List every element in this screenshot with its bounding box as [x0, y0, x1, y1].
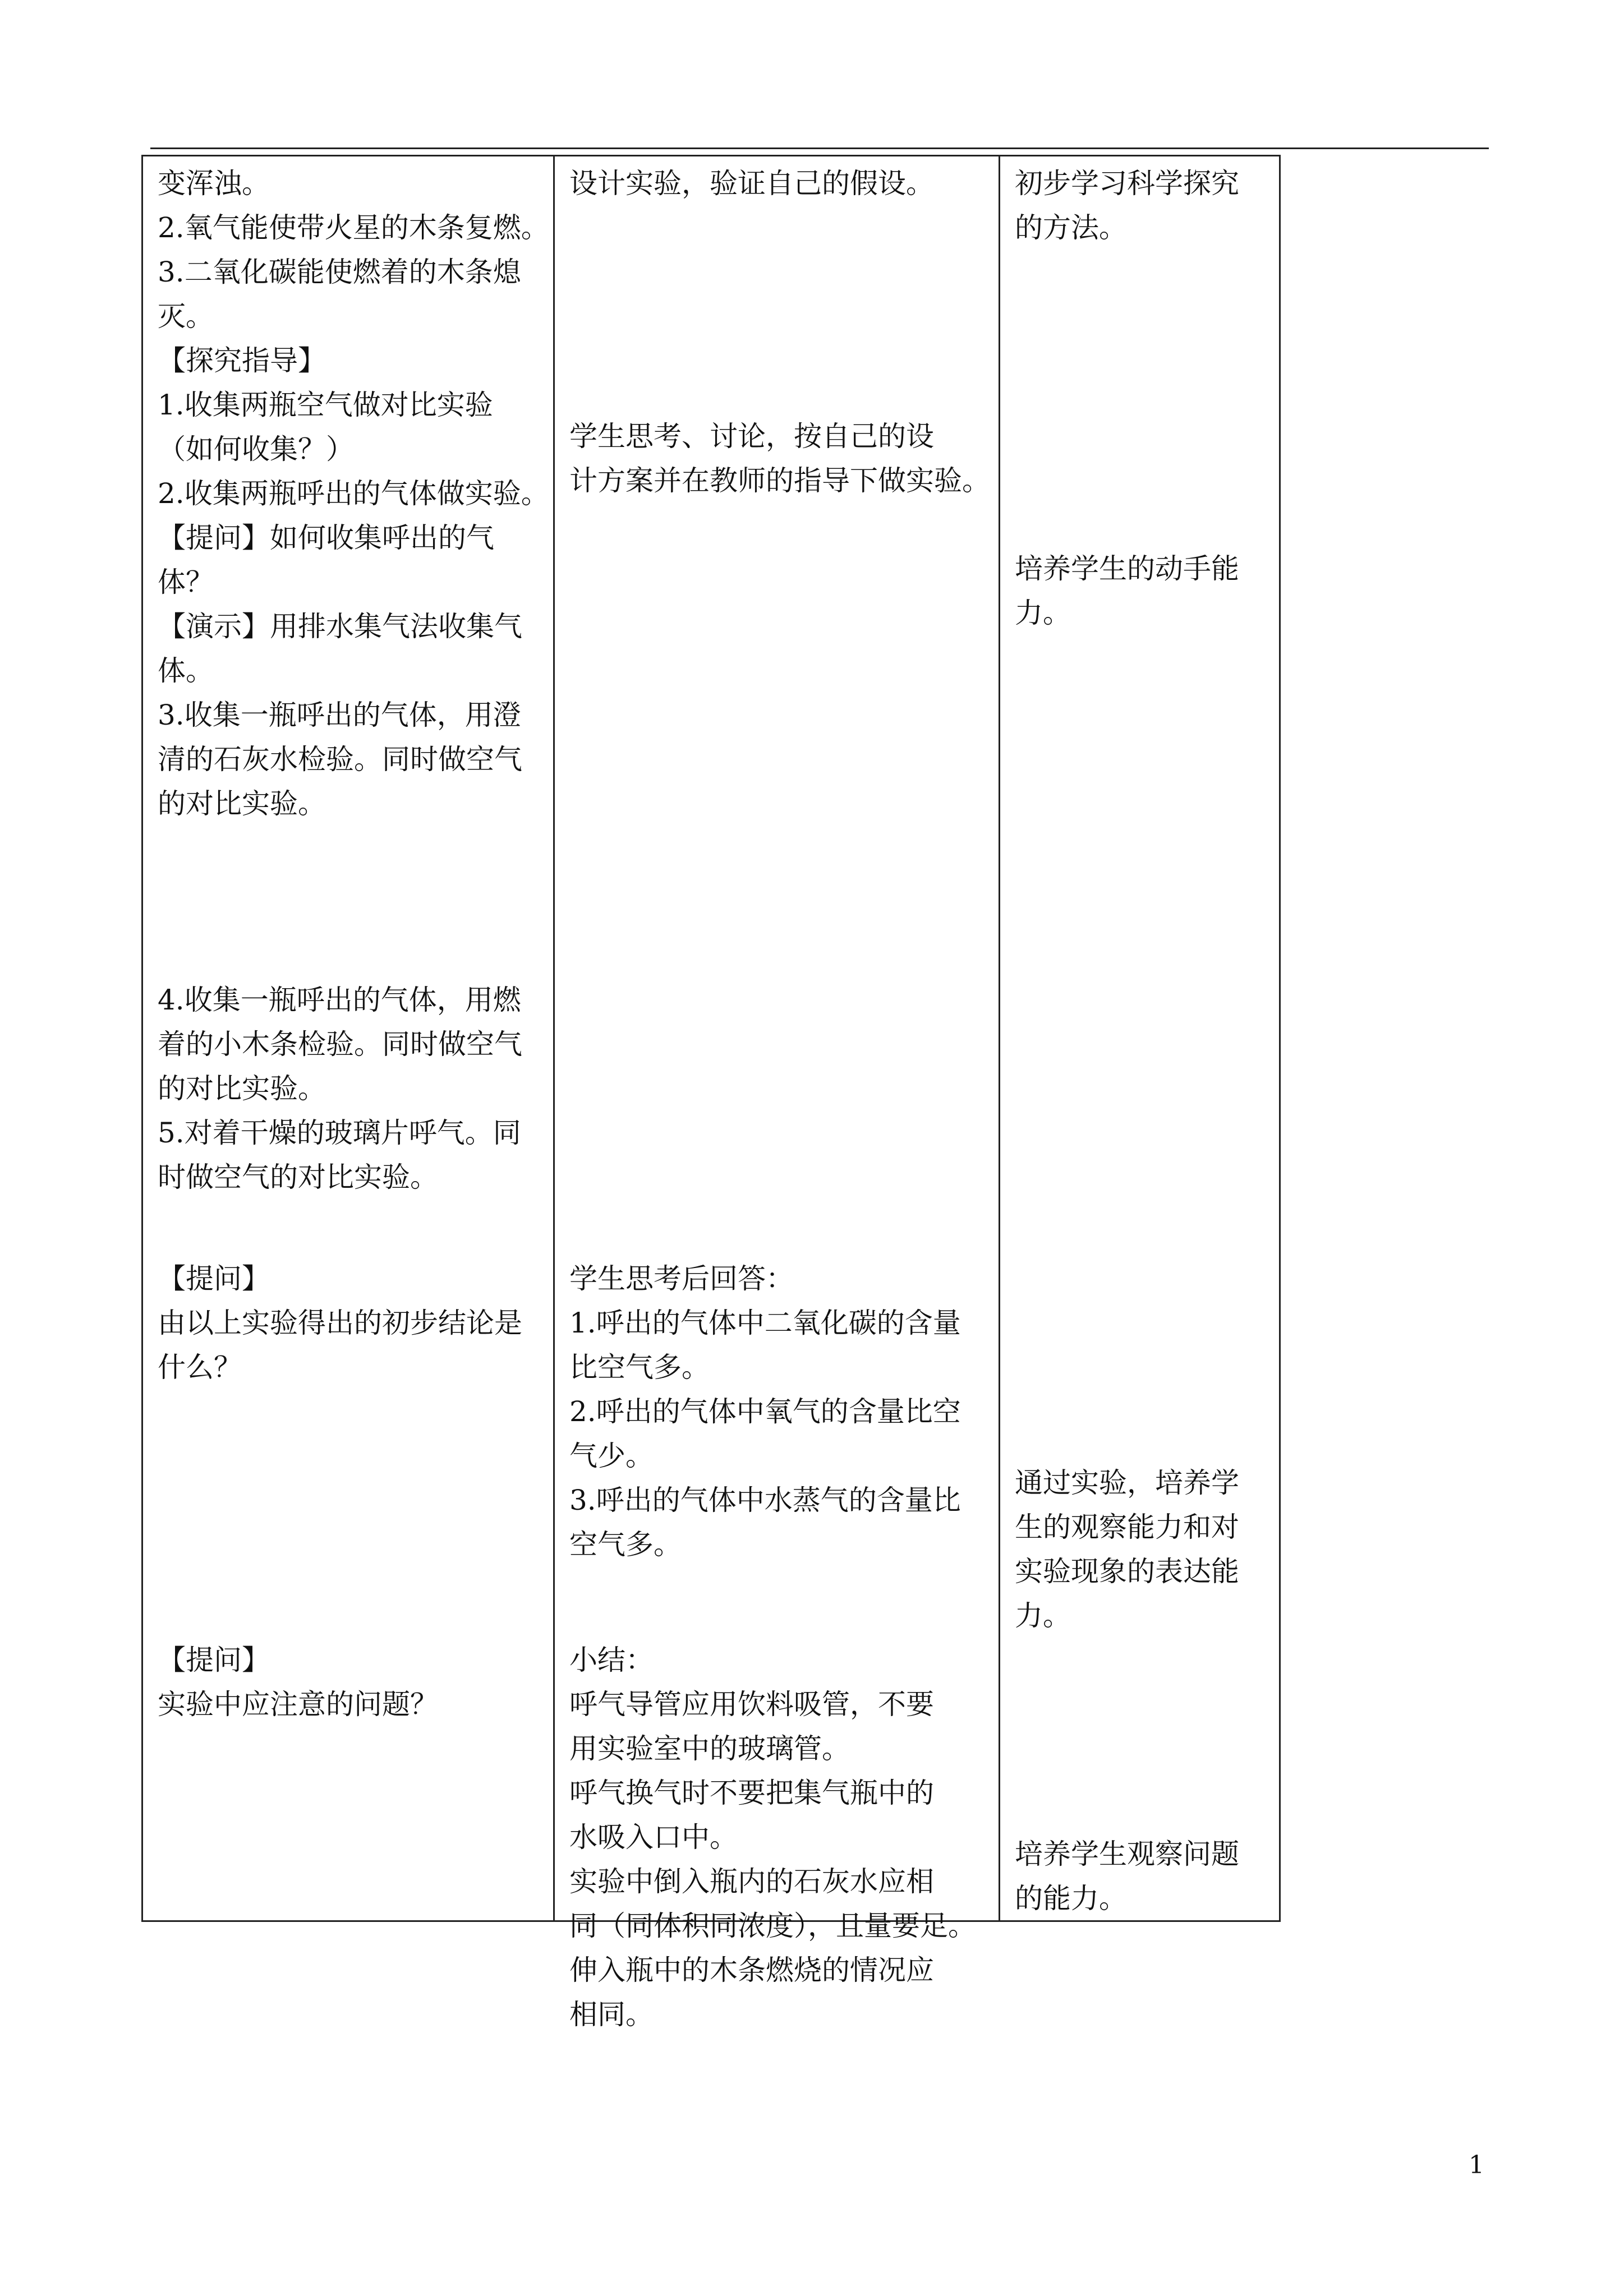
- text-line: 伸入瓶中的木条燃烧的情况应: [569, 1954, 934, 1986]
- design-intent-column: [1000, 156, 1279, 1920]
- text-line: 2.收集两瓶呼出的气体做实验。: [158, 477, 549, 510]
- text-line: 变浑浊。: [158, 167, 270, 200]
- text-line: 呼气换气时不要把集气瓶中的: [569, 1777, 934, 1809]
- text-line: 实验中倒入瓶内的石灰水应相: [569, 1865, 934, 1898]
- text-line: 的能力。: [1015, 1882, 1127, 1915]
- text-line: 的方法。: [1015, 211, 1127, 244]
- page-number: 1: [1469, 2151, 1484, 2179]
- text-line: 力。: [1015, 1599, 1071, 1632]
- text-block: [569, 1257, 961, 1567]
- text-line: 5.对着干燥的玻璃片呼气。同: [158, 1117, 521, 1149]
- text-block: [1015, 547, 1239, 635]
- student-activity-column: [555, 156, 999, 2031]
- text-line: 气少。: [569, 1440, 654, 1472]
- teacher-activity-column: [143, 156, 553, 1920]
- text-line: 力。: [1015, 597, 1071, 629]
- text-line: 比空气多。: [569, 1351, 710, 1384]
- text-line: 时做空气的对比实验。: [158, 1161, 438, 1193]
- text-line: 【提问】: [158, 1262, 270, 1295]
- text-line: 初步学习科学探究: [1015, 167, 1239, 200]
- text-block: [158, 1638, 438, 1727]
- text-line: 实验现象的表达能: [1015, 1555, 1239, 1588]
- text-block: [569, 414, 990, 503]
- text-line: 什么？: [158, 1351, 242, 1384]
- text-block: [158, 978, 522, 1200]
- text-line: 3.收集一瓶呼出的气体，用澄: [158, 699, 521, 731]
- text-block: [1015, 1832, 1239, 1921]
- text-line: 同（同体积同浓度），且量要足。: [569, 1910, 976, 1942]
- text-line: 空气多。: [569, 1528, 682, 1561]
- text-line: 计方案并在教师的指导下做实验。: [569, 464, 990, 497]
- text-line: 体？: [158, 566, 214, 598]
- text-line: 水吸入口中。: [569, 1821, 738, 1854]
- text-line: 通过实验，培养学: [1015, 1467, 1239, 1499]
- text-line: 设计实验，验证自己的假设。: [569, 167, 934, 200]
- text-block: [1015, 162, 1239, 250]
- text-line: 【提问】如何收集呼出的气: [158, 522, 494, 554]
- text-line: 由以上实验得出的初步结论是: [158, 1307, 522, 1339]
- text-line: 2.氧气能使带火星的木条复燃。: [158, 211, 549, 244]
- text-line: 的对比实验。: [158, 1072, 326, 1105]
- text-block: [569, 162, 934, 206]
- text-line: 2.呼出的气体中氧气的含量比空: [569, 1395, 961, 1428]
- text-line: 【演示】用排水集气法收集气: [158, 610, 522, 643]
- text-line: 生的观察能力和对: [1015, 1511, 1239, 1543]
- text-line: 【提问】: [158, 1644, 270, 1676]
- text-line: 学生思考后回答：: [569, 1262, 794, 1295]
- text-line: 培养学生观察问题: [1015, 1838, 1239, 1870]
- text-block: [1015, 1461, 1239, 1638]
- text-line: 体。: [158, 654, 214, 687]
- text-block: [158, 1257, 522, 1390]
- text-line: 实验中应注意的问题？: [158, 1688, 438, 1721]
- text-line: 呼气导管应用饮料吸管，不要: [569, 1688, 934, 1721]
- text-line: 小结：: [569, 1644, 654, 1676]
- text-line: 1.呼出的气体中二氧化碳的含量: [569, 1307, 961, 1339]
- text-line: 用实验室中的玻璃管。: [569, 1732, 850, 1765]
- text-block: [569, 1638, 976, 2037]
- text-line: 培养学生的动手能: [1015, 552, 1239, 585]
- text-line: 着的小木条检验。同时做空气: [158, 1028, 522, 1061]
- text-line: （如何收集？）: [158, 433, 354, 465]
- text-line: 清的石灰水检验。同时做空气: [158, 743, 522, 776]
- header-rule: [150, 147, 1489, 149]
- text-line: 的对比实验。: [158, 787, 326, 820]
- text-line: 3.二氧化碳能使燃着的木条熄: [158, 256, 521, 288]
- text-line: 学生思考、讨论，按自己的设: [569, 420, 934, 453]
- text-line: 灭。: [158, 300, 214, 333]
- text-line: 4.收集一瓶呼出的气体，用燃: [158, 984, 521, 1016]
- text-line: 相同。: [569, 1998, 654, 2031]
- text-block: [158, 162, 549, 826]
- text-line: 【探究指导】: [158, 344, 326, 377]
- lesson-table: [141, 155, 1281, 2031]
- text-line: 1.收集两瓶空气做对比实验: [158, 389, 493, 421]
- text-line: 3.呼出的气体中水蒸气的含量比: [569, 1484, 961, 1516]
